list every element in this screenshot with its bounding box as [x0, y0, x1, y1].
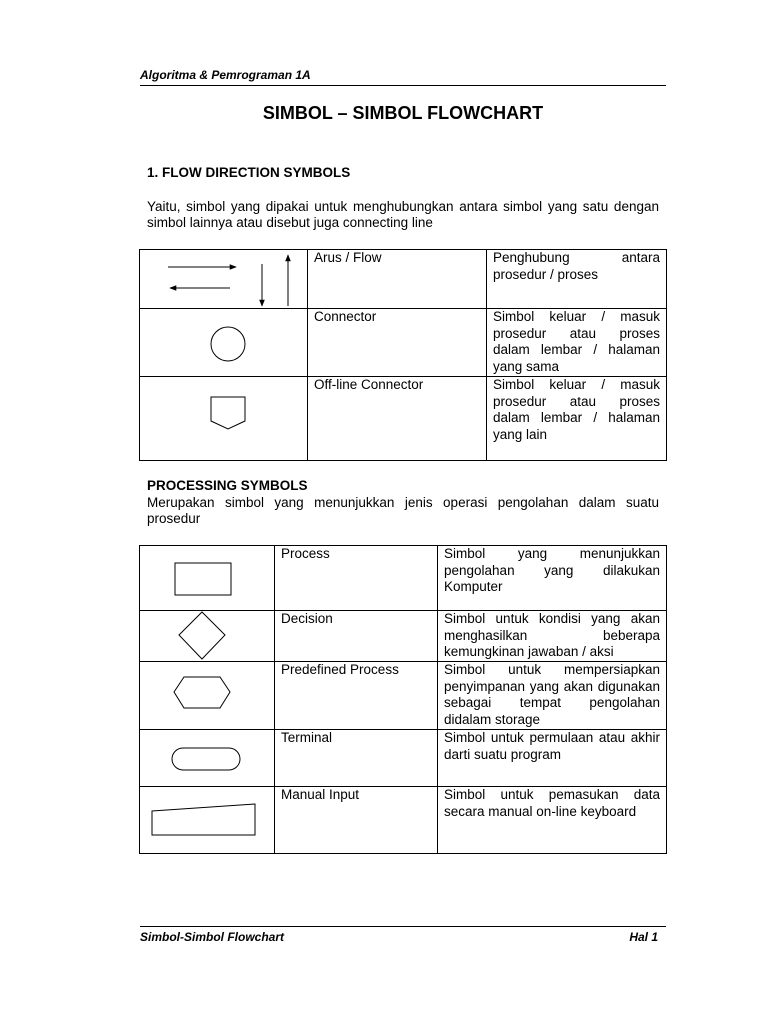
flow-symbols-table	[139, 249, 667, 461]
symbol-description: Simbol yang menunjukkan pengolahan yang dilakukan Komputer	[438, 546, 667, 611]
symbol-description: Simbol untuk pemasukan data secara manual on-line keyboard	[438, 787, 667, 854]
course-name: Algoritma & Pemrograman 1A	[140, 68, 311, 82]
symbol-description: Simbol untuk mempersiapkan penyimpanan yang akan digunakan sebagai tempat pengolahan didalam storage	[438, 662, 667, 730]
symbol-description: Penghubung antara prosedur / proses	[487, 250, 667, 309]
symbol-name: Process	[275, 546, 438, 611]
table-row	[140, 377, 667, 461]
symbol-name: Decision	[275, 611, 438, 662]
symbol-name: Manual Input	[275, 787, 438, 854]
symbol-cell	[140, 377, 308, 461]
symbol-cell	[140, 730, 275, 787]
table-row	[140, 730, 667, 787]
symbol-name: Predefined Process	[275, 662, 438, 730]
table-row	[140, 546, 667, 611]
symbol-description: Simbol untuk kondisi yang akan menghasilkan beberapa kemungkinan jawaban / aksi	[438, 611, 667, 662]
table-row	[140, 662, 667, 730]
flow-section-heading: 1. FLOW DIRECTION SYMBOLS	[147, 165, 351, 180]
symbol-cell	[140, 250, 308, 309]
processing-section-heading: PROCESSING SYMBOLS	[147, 478, 308, 493]
processing-symbols-table	[139, 545, 667, 854]
symbol-name: Off-line Connector	[308, 377, 487, 461]
flow-section-intro: Yaitu, simbol yang dipakai untuk menghubungkan antara simbol yang satu dengan simbol lainnya atau disebut juga connecting line	[147, 199, 659, 230]
connector-circle-icon	[140, 309, 306, 375]
symbol-description: Simbol keluar / masuk prosedur atau proses dalam lembar / halaman yang sama	[487, 309, 667, 377]
symbol-description: Simbol untuk permulaan atau akhir darti suatu program	[438, 730, 667, 787]
symbol-cell	[140, 787, 275, 854]
table-row	[140, 611, 667, 662]
symbol-cell	[140, 546, 275, 611]
page-header	[140, 68, 666, 86]
flow-arrows-icon	[140, 250, 306, 308]
table-row	[140, 250, 667, 309]
manual-input-icon	[140, 787, 273, 852]
symbol-description: Simbol keluar / masuk prosedur atau proses dalam lembar / halaman yang lain	[487, 377, 667, 461]
document-title: SIMBOL – SIMBOL FLOWCHART	[262, 103, 544, 123]
symbol-cell	[140, 309, 308, 377]
predefined-process-hexagon-icon	[140, 662, 273, 728]
decision-diamond-icon	[140, 611, 273, 660]
table-row	[140, 787, 667, 854]
symbol-name: Connector	[308, 309, 487, 377]
terminal-rounded-icon	[140, 730, 273, 785]
symbol-cell	[140, 611, 275, 662]
page-number: Hal 1	[629, 930, 658, 944]
table-row	[140, 309, 667, 377]
processing-section-intro: Merupakan simbol yang menunjukkan jenis operasi pengolahan dalam suatu prosedur	[147, 495, 659, 526]
offline-connector-icon	[140, 377, 306, 459]
footer-title: Simbol-Simbol Flowchart	[140, 930, 285, 944]
symbol-name: Terminal	[275, 730, 438, 787]
process-rectangle-icon	[140, 546, 273, 609]
page-footer	[140, 926, 666, 944]
symbol-name: Arus / Flow	[308, 250, 487, 309]
symbol-cell	[140, 662, 275, 730]
